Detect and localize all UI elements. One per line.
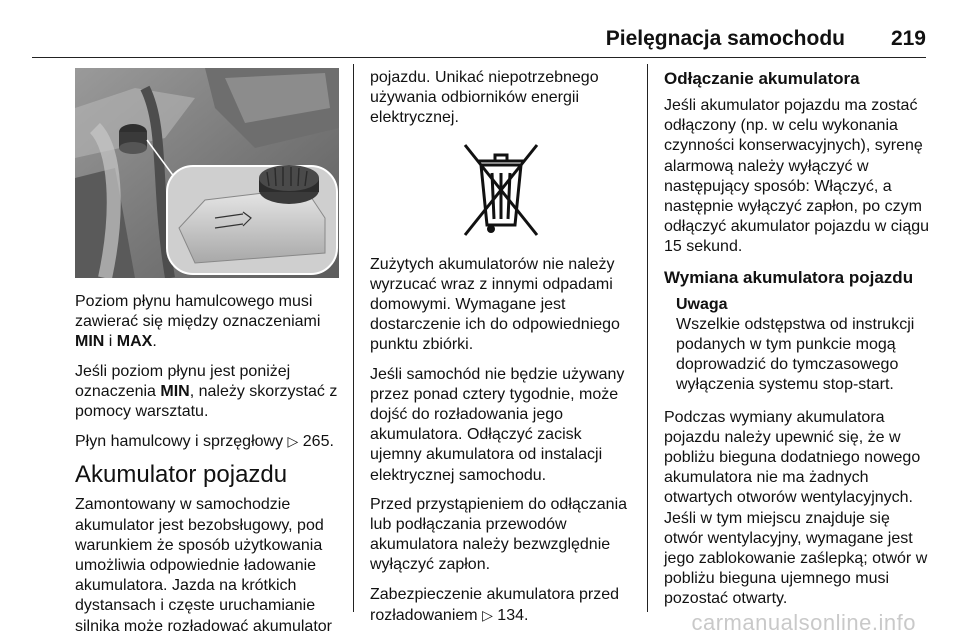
note-box [664,295,930,396]
brake-fluid-reservoir-photo [75,68,339,278]
text-span: , należy skorzystać z pomocy warsztatu. [75,382,338,421]
paragraph-battery-intro: Zamontowany w samochodzie akumulator jest bezobsługowy, pod warunkiem że sposób użytkowania umożliwia odpowiednie ładowanie akumulatora. Jazda na krótkich dystansach i częste uruchamianie silnika może rozładować akumulator [75,496,332,635]
paragraph-discharge-protection [370,585,632,626]
paragraph-fluid-reference [75,431,343,452]
text-span: i [104,333,117,351]
section-heading-replace: Wymiana akumulatora pojazdu [664,267,914,287]
watermark: carmanualsonline.info [691,610,916,635]
paragraph-vent-openings: Podczas wymiany akumulatora pojazdu należy upewnić się, że w pobliżu bieguna dodatniego nowego akumulatora nie ma żadnych otwartych otworów wentylacyjnych. Jeśli w tym miejscu znajduje się otwór wentylacyjny, wymagane jest jego zablokowanie zaślepką; otwór w pobliżu bieguna ujemnego musi pozostać otwarty. [664,408,928,608]
min-mark-label: MIN [75,333,105,351]
note-text: Wszelkie odstępstwa od instrukcji podanych w tym punkcie mogą doprowadzić do tymczasowego wyłączenia systemu stop-start. [676,315,915,394]
min-mark-label: MIN [160,382,190,400]
column-2 [370,68,632,635]
text-span: Płyn hamulcowy i sprzęgłowy [75,433,288,451]
page-header-title: Pielęgnacja samochodu [605,27,845,50]
column-1 [75,292,343,637]
column-3 [664,68,930,619]
text-span: Zabezpieczenie akumulatora przed rozładowaniem [370,585,620,624]
max-mark-label: MAX [116,333,153,351]
column-divider [353,64,354,612]
crossed-out-wheelie-bin-icon [459,139,543,239]
paragraph-ignition-off: Przed przystąpieniem do odłączania lub podłączania przewodów akumulatora należy bezwzględnie wyłączyć zapłon. [370,495,628,574]
section-heading-disconnect: Odłączanie akumulatora [664,69,860,88]
page-reference-link[interactable]: 134. [497,606,529,624]
section-heading-battery: Akumulator pojazdu [75,461,288,489]
text-span: . [152,333,157,351]
header-divider [32,57,926,58]
paragraph-disconnect-procedure: Jeśli akumulator pojazdu ma zostać odłączony (np. w celu wykonania czynności konserwacyjnych), syrenę alarmową należy wyłączyć w następujący sposób: Włączyć, a następnie wyłączyć zapłon, po czym odłączyć akumulator pojazdu w ciągu 15 sekund. [664,97,930,256]
page-reference-link[interactable]: 265. [302,433,334,451]
text-span: Jeśli poziom płynu jest poniżej oznaczenia [75,362,291,400]
arrow-reference-icon: ▷ [287,433,299,450]
paragraph-below-min [75,362,343,423]
paragraph-avoid-consumers: pojazdu. Unikać niepotrzebnego używania odbiorników energii elektrycznej. [370,69,599,127]
paragraph-brake-fluid-level [75,292,343,353]
paragraph-disposal: Zużytych akumulatorów nie należy wyrzucać wraz z innymi odpadami domowymi. Wymagane jest dostarczenie ich do odpowiedniego punktu zbiórki. [370,255,620,354]
column-divider [647,64,648,612]
note-title: Uwaga [676,295,728,313]
arrow-reference-icon: ▷ [482,606,493,623]
paragraph-long-term-storage: Jeśli samochód nie będzie używany przez ponad cztery tygodnie, może dojść do rozładowania jego akumulatora. Odłączyć zacisk ujemny akumulatora od instalacji elektrycznej samochodu. [370,365,625,484]
page-number: 219 [890,27,926,50]
text-span: Poziom płynu hamulcowego musi zawierać się między oznaczeniami [75,293,321,331]
